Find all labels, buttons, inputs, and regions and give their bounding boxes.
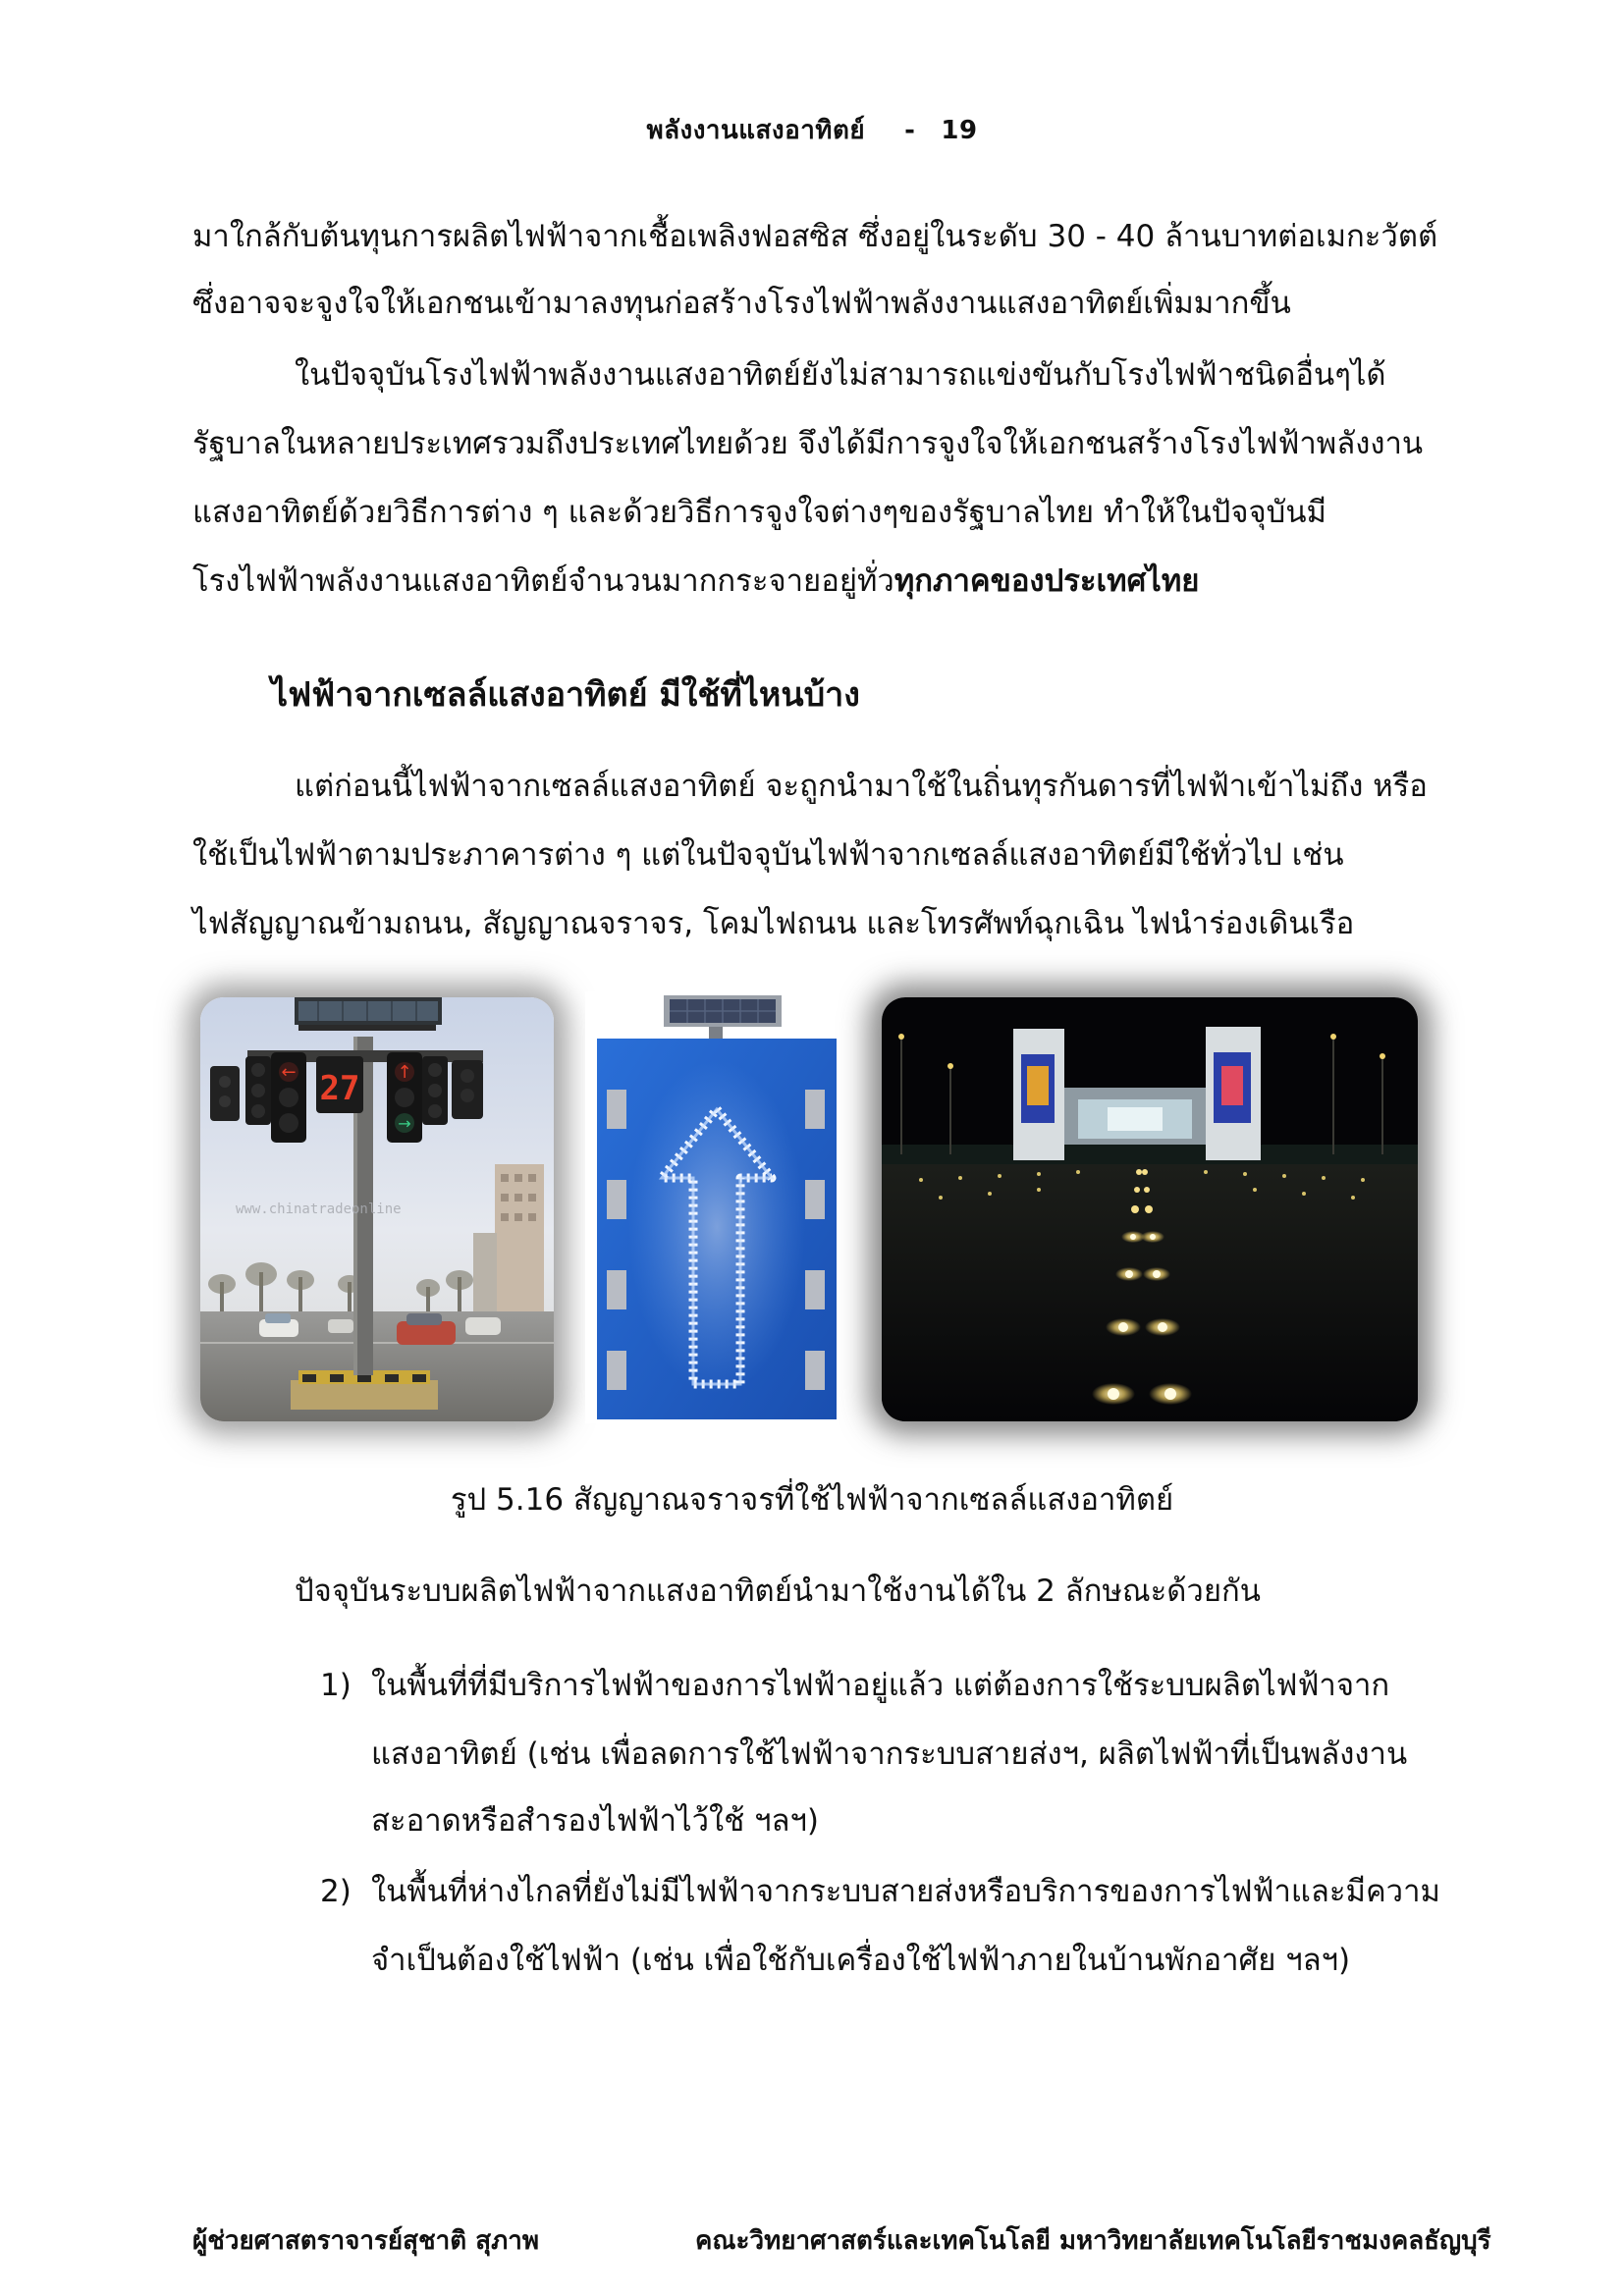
list-text-line: จำเป็นต้องใช้ไฟฟ้า (เช่น เพื่อใช้กับเครื่องใช้ไฟฟ้าภายในบ้านพักอาศัย ฯลฯ) [371,1943,1351,1978]
solar-road-studs-photo [882,997,1418,1421]
svg-text:→: → [398,1114,411,1133]
footer-author: ผู้ช่วยศาสตราจารย์สุชาติ สุภาพ [192,2226,539,2256]
section-heading: ไฟฟ้าจากเซลล์แสงอาทิตย์ มีใช้ที่ไหนบ้าง [271,675,860,715]
solar-arrow-sign-photo [585,991,846,1423]
paragraph-text: โรงไฟฟ้าพลังงานแสงอาทิตย์จำนวนมากกระจายอยู่ทั่ว [192,563,894,599]
paragraph-line: แต่ก่อนนี้ไฟฟ้าจากเซลล์แสงอาทิตย์ จะถูกนำมาใช้ในถิ่นทุรกันดารที่ไฟฟ้าเข้าไม่ถึง หรือ [295,769,1428,804]
paragraph-line: แสงอาทิตย์ด้วยวิธีการต่าง ๆ และด้วยวิธีการจูงใจต่างๆของรัฐบาลไทย ทำให้ในปัจจุบันมี [192,495,1326,530]
photo-watermark: www.chinatradeonline [236,1201,402,1217]
paragraph-line [192,563,1200,599]
road-studs-illustration [882,997,1418,1421]
list-number: 1) [320,1668,352,1703]
header-title: พลังงานแสงอาทิตย์ [646,116,866,145]
paragraph-line: มาใกล้กับต้นทุนการผลิตไฟฟ้าจากเชื้อเพลิงฟอสซิส ซึ่งอยู่ในระดับ 30 - 40 ล้านบาทต่อเมกะวัตต์ [192,219,1438,254]
paragraph-line: ปัจจุบันระบบผลิตไฟฟ้าจากแสงอาทิตย์นำมาใช้งานได้ใน 2 ลักษณะด้วยกัน [295,1574,1261,1609]
paragraph-line: ใช้เป็นไฟฟ้าตามประภาคารต่าง ๆ แต่ในปัจจุบันไฟฟ้าจากเซลล์แสงอาทิตย์มีใช้ทั่วไป เช่น [192,837,1344,873]
figure-caption: รูป 5.16 สัญญาณจราจรที่ใช้ไฟฟ้าจากเซลล์แสงอาทิตย์ [450,1482,1174,1518]
traffic-signal-illustration [200,997,554,1421]
list-text-line: ในพื้นที่ห่างไกลที่ยังไม่มีไฟฟ้าจากระบบสายส่งหรือบริการของการไฟฟ้าและมีความ [371,1874,1440,1909]
list-text-line: แสงอาทิตย์ (เช่น เพื่อลดการใช้ไฟฟ้าจากระบบสายส่งฯ, ผลิตไฟฟ้าที่เป็นพลังงาน [371,1736,1408,1772]
paragraph-line: ในปัจจุบันโรงไฟฟ้าพลังงานแสงอาทิตย์ยังไม่สามารถแข่งขันกับโรงไฟฟ้าชนิดอื่นๆได้ [295,357,1386,393]
page-number: 19 [941,116,978,145]
header-separator: - [904,116,916,145]
list-text-line: สะอาดหรือสำรองไฟฟ้าไว้ใช้ ฯลฯ) [371,1803,819,1839]
svg-text:↑: ↑ [397,1062,412,1083]
paragraph-line: ซึ่งอาจจะจูงใจให้เอกชนเข้ามาลงทุนก่อสร้างโรงไฟฟ้าพลังงานแสงอาทิตย์เพิ่มมากขึ้น [192,286,1291,321]
footer-institution: คณะวิทยาศาสตร์และเทคโนโลยี มหาวิทยาลัยเทคโนโลยีราชมงคลธัญบุรี [695,2226,1491,2256]
paragraph-line: ไฟสัญญาณข้ามถนน, สัญญาณจราจร, โคมไฟถนน และโทรศัพท์ฉุกเฉิน ไฟนำร่องเดินเรือ [192,906,1355,941]
arrow-sign-illustration [585,991,846,1423]
svg-text:←: ← [281,1062,297,1083]
list-number: 2) [320,1874,352,1909]
countdown-digits: 27 [319,1069,360,1108]
page-header [0,110,1624,150]
traffic-signal-photo [200,997,554,1421]
list-text-line: ในพื้นที่ที่มีบริการไฟฟ้าของการไฟฟ้าอยู่แล้ว แต่ต้องการใช้ระบบผลิตไฟฟ้าจาก [371,1668,1390,1703]
emphasis-text: ทุกภาคของประเทศไทย [893,563,1200,599]
paragraph-line: รัฐบาลในหลายประเทศรวมถึงประเทศไทยด้วย จึงได้มีการจูงใจให้เอกชนสร้างโรงไฟฟ้าพลังงาน [192,426,1424,461]
